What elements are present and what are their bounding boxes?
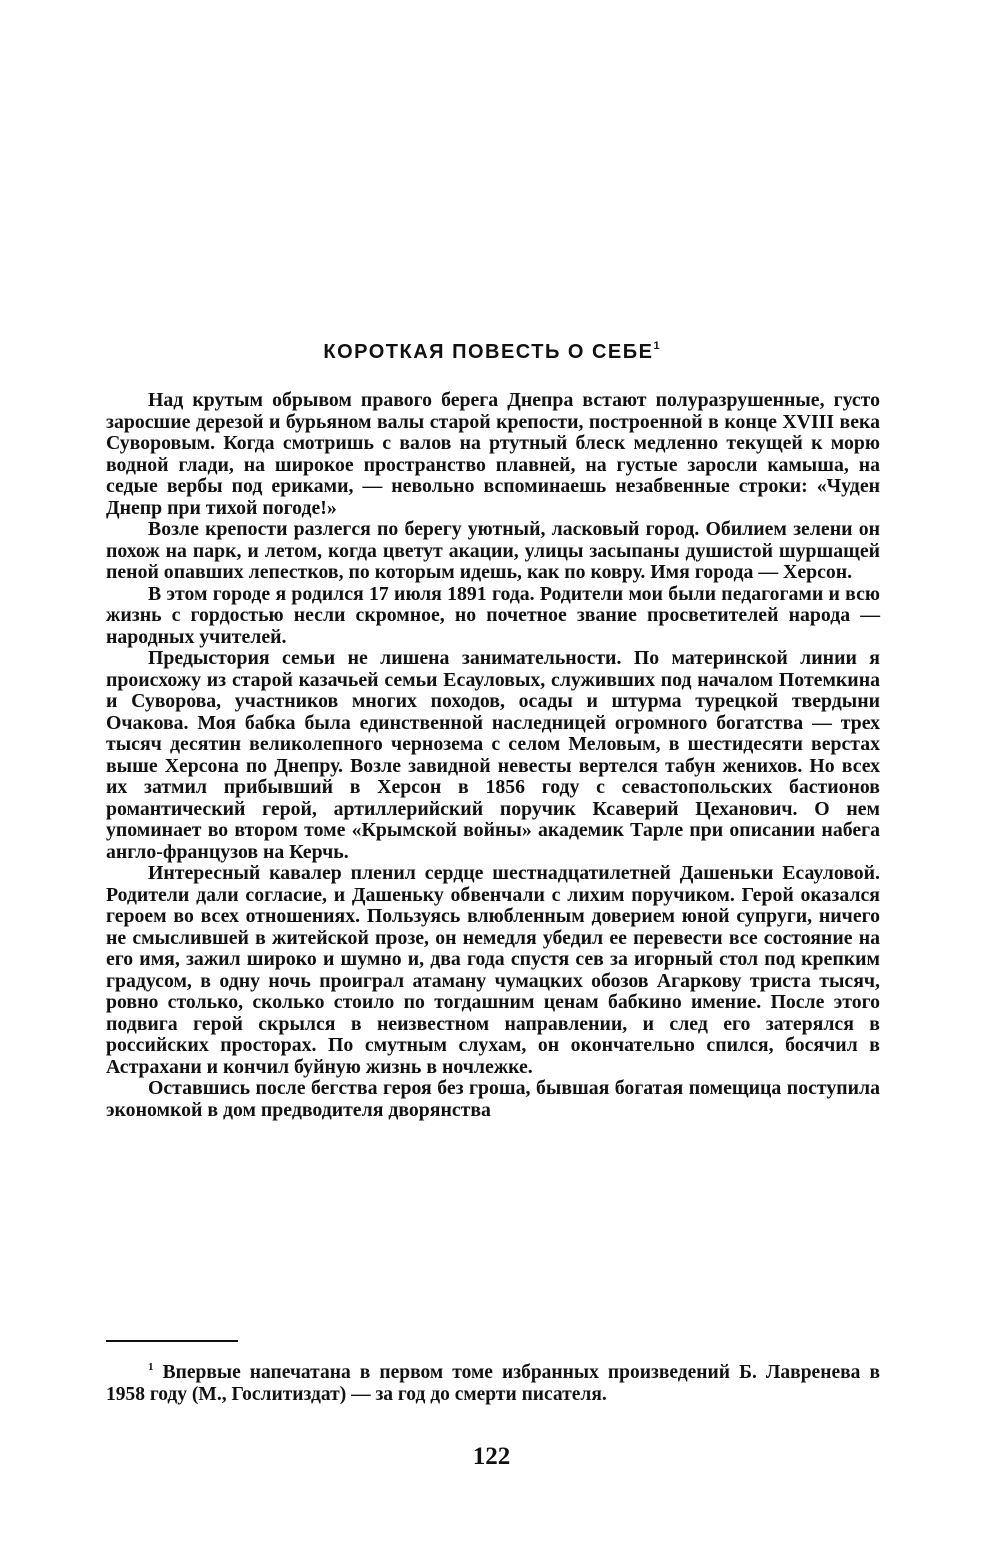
main-text <box>106 390 880 1121</box>
footnote-text: Впервые напечатана в первом томе избранных произведений Б. Лавренева в 1958 году (М., Гослитиздат) — за год до смерти писателя. <box>106 1362 880 1405</box>
footnote-divider <box>106 1340 238 1342</box>
paragraph: Предыстория семьи не лишена занимательности. По материнской линии я происхожу из старой казачьей семьи Есауловых, служивших под началом Потемкина и Суворова, участников многих походов, осады и штурма турецкой твердыни Очакова. Моя бабка была единственной наследницей огромного богатства — трех тысяч десятин великолепного чернозема с селом Меловым, в шестидесяти верстах выше Херсона по Днепру. Возле завидной невесты вертелся табун женихов. Но всех их затмил прибывший в Херсон в 1856 году с севастопольских бастионов романтический герой, артиллерийский поручик Ксаверий Цеханович. О нем упоминает во втором томе «Крымской войны» академик Тарле при описании набега англо-французов на Керчь. <box>106 647 880 863</box>
footnote <box>106 1356 880 1406</box>
footnote-reference: 1 <box>653 340 660 352</box>
paragraph: Оставшись после бегства героя без гроша, бывшая богатая помещица поступила экономкой в дом предводителя дворянства <box>106 1077 880 1121</box>
chapter-title <box>0 340 983 364</box>
footnote-marker: 1 <box>148 1361 154 1373</box>
paragraph: Интересный кавалер пленил сердце шестнадцатилетней Дашеньки Есауловой. Родители дали согласие, и Дашеньку обвенчали с лихим поручиком. Герой оказался героем во всех отношениях. Пользуясь влюбленным доверием юной супруги, ничего не смыслившей в житейской прозе, он немедля убедил ее перевести все состояние на его имя, зажил широко и шумно и, два года спустя сев за игорный стол под крепким градусом, в одну ночь проиграл атаману чумацких обозов Агаркову триста тысяч, ровно столько, сколько стоило по тогдашним ценам бабкино имение. После этого подвига герой скрылся в неизвестном направлении, и след его затерялся в российских просторах. По смутным слухам, он окончательно спился, босячил в Астрахани и кончил буйную жизнь в ночлежке. <box>106 862 880 1078</box>
chapter-title-text: КОРОТКАЯ ПОВЕСТЬ О СЕБЕ <box>323 341 654 363</box>
paragraph: Возле крепости разлегся по берегу уютный, ласковый город. Обилием зелени он похож на парк, и летом, когда цветут акации, улицы засыпаны душистой шуршащей пеной опавших лепестков, по которым идешь, как по ковру. Имя города — Херсон. <box>106 518 880 583</box>
page-number: 122 <box>472 1443 511 1470</box>
paragraph: Над крутым обрывом правого берега Днепра встают полуразрушенные, густо заросшие дерезой и бурьяном валы старой крепости, построенной в конце XVIII века Суворовым. Когда смотришь с валов на ртутный блеск медленно текущей к морю водной глади, на широкое пространство плавней, на густые заросли камыша, на седые вербы под ериками, — невольно вспоминаешь незабвенные строки: «Чуден Днепр при тихой погоде!» <box>106 389 880 519</box>
paragraph: В этом городе я родился 17 июля 1891 года. Родители мои были педагогами и всю жизнь с гордостью несли скромное, но почетное звание просветителей народа — народных учителей. <box>106 582 880 648</box>
